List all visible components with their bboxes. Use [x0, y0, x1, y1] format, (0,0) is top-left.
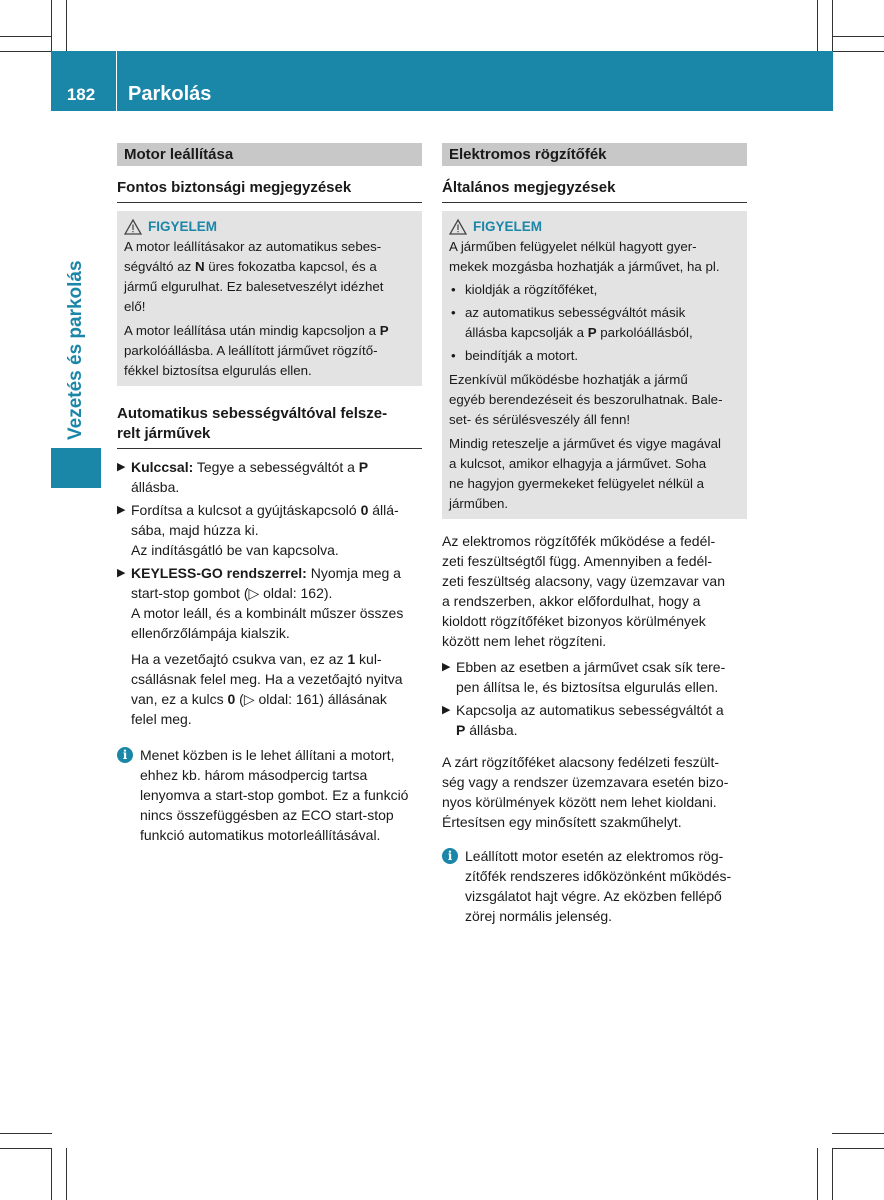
warning-triangle-icon [449, 219, 467, 235]
warning-box [117, 211, 422, 386]
info-icon: i [442, 848, 458, 864]
warning-box [442, 211, 747, 519]
warning-title [124, 217, 415, 237]
warning-label: FIGYELEM [473, 219, 543, 234]
crop-mark [817, 0, 818, 52]
warning-title [449, 217, 740, 237]
instruction-step: ▶ Fordítsa a kulcsot a gyújtáskapcsoló 0 állá- sába, majd húzza ki. Az indításgátló be van kapcsolva. [117, 502, 399, 558]
left-column [117, 143, 422, 845]
crop-mark [51, 1148, 52, 1200]
subheading: Automatikus sebességváltóval felsze- relt járművek [117, 404, 422, 449]
crop-mark [66, 1148, 67, 1200]
bullet-item: • kioldják a rögzítőféket, [451, 282, 598, 297]
crop-mark [0, 51, 52, 52]
crop-mark [832, 36, 884, 37]
warning-paragraph: A motor leállítása után mindig kapcsoljon a P parkolóállásba. A leállított járművet rögzítő- fékkel biztosítsa elgurulás ellen. [124, 323, 389, 378]
instruction-step: ▶ Ebben az esetben a járművet csak sík tere- pen állítsa le, és biztosítsa elgurulás ellen. [442, 659, 726, 695]
section-title: Motor leállítása [117, 143, 422, 166]
crop-mark [832, 1148, 884, 1149]
right-column [442, 143, 747, 926]
subheading: Általános megjegyzések [442, 178, 747, 203]
info-note: i Menet közben is le lehet állítani a motort, ehhez kb. három másodpercig tartsa lenyomva a start-stop gombot. Ez a funkció nincs összefüggésben az ECO start-stop funkció automatikus motorleállításával. [117, 745, 422, 845]
info-note: i Leállított motor esetén az elektromos rög- zítőfék rendszeres időközönként működés- vizsgálatot hajt végre. Az eközben fellépő zörej normális jelenség. [442, 846, 747, 926]
warning-paragraph: A járműben felügyelet nélkül hagyott gyer- mekek mozgásba hozhatják a járművet, ha pl. [449, 239, 720, 274]
step-arrow-icon: ▶ [442, 704, 451, 716]
info-icon: i [117, 747, 133, 763]
step-arrow-icon: ▶ [442, 661, 451, 673]
side-tab-marker [51, 448, 101, 488]
body-paragraph: Az elektromos rögzítőfék működése a fedél- zeti feszültségtől függ. Amennyiben a fedél- zeti feszültség alacsony, vagy üzemzavar van a rendszerben, akkor előfordulhat, hogy a kioldott rögzítőféket bizonyos körülmények között nem lehet rögzíteni. [442, 533, 725, 649]
page-title: Parkolás [128, 83, 212, 105]
warning-paragraph: Ezenkívül működésbe hozhatják a jármű egyéb berendezéseit és beszorulhatnak. Bale- set- és sérülésveszély áll fenn! [449, 372, 723, 427]
bullet-item: • az automatikus sebességváltót másik állásba kapcsolják a P parkolóállásból, [451, 305, 693, 340]
section-title: Elektromos rögzítőfék [442, 143, 747, 166]
step-arrow-icon: ▶ [117, 567, 126, 579]
page-number: 182 [66, 85, 96, 104]
crop-mark [0, 36, 52, 37]
crop-mark [0, 1148, 52, 1149]
crop-mark [0, 1133, 52, 1134]
crop-mark [832, 0, 833, 52]
instruction-step: ▶ Kulccsal: Tegye a sebességváltót a P állásba. [117, 459, 369, 495]
step-arrow-icon: ▶ [117, 504, 126, 516]
step-arrow-icon: ▶ [117, 461, 126, 473]
crop-mark [66, 0, 67, 52]
crop-mark [832, 1133, 884, 1134]
warning-paragraph: Mindig reteszelje a járművet és vigye magával a kulcsot, amikor elhagyja a járművet. Soha ne hagyjon gyermekeket felügyelet nélkül a járműben. [449, 436, 721, 511]
instruction-step: ▶ KEYLESS-GO rendszerrel: Nyomja meg a start-stop gombot (▷ oldal: 162). A motor leáll, és a kombinált műszer összes ellenőrzőlámpája kialszik. Ha a vezetőajtó csukva van, ez az 1 kul- csállásnak felel meg. Ha a vezetőajtó nyitva van, ez a kulcs 0 (▷ oldal: 161) állásának felel meg. [117, 565, 404, 727]
crop-mark [832, 1148, 833, 1200]
subheading: Fontos biztonsági megjegyzések [117, 178, 422, 203]
body-paragraph: A zárt rögzítőféket alacsony fedélzeti feszült- ség vagy a rendszer üzemzavara esetén bizo- nyos körülmények között nem lehet kioldani. Értesítsen egy minősített szakműhelyt. [442, 754, 729, 830]
crop-mark [832, 51, 884, 52]
warning-triangle-icon [124, 219, 142, 235]
warning-label: FIGYELEM [148, 219, 218, 234]
header-divider [116, 51, 117, 111]
crop-mark [51, 0, 52, 52]
side-tab-label: Vezetés és parkolás [65, 260, 86, 440]
warning-paragraph: A motor leállításakor az automatikus sebes- ségváltó az N üres fokozatba kapcsol, és a jármű elgurulhat. Ez balesetveszélyt idézhet elő! [124, 239, 384, 314]
crop-mark [817, 1148, 818, 1200]
bullet-item: • beindítják a motort. [451, 348, 579, 363]
instruction-step: ▶ Kapcsolja az automatikus sebességváltót a P állásba. [442, 702, 724, 738]
